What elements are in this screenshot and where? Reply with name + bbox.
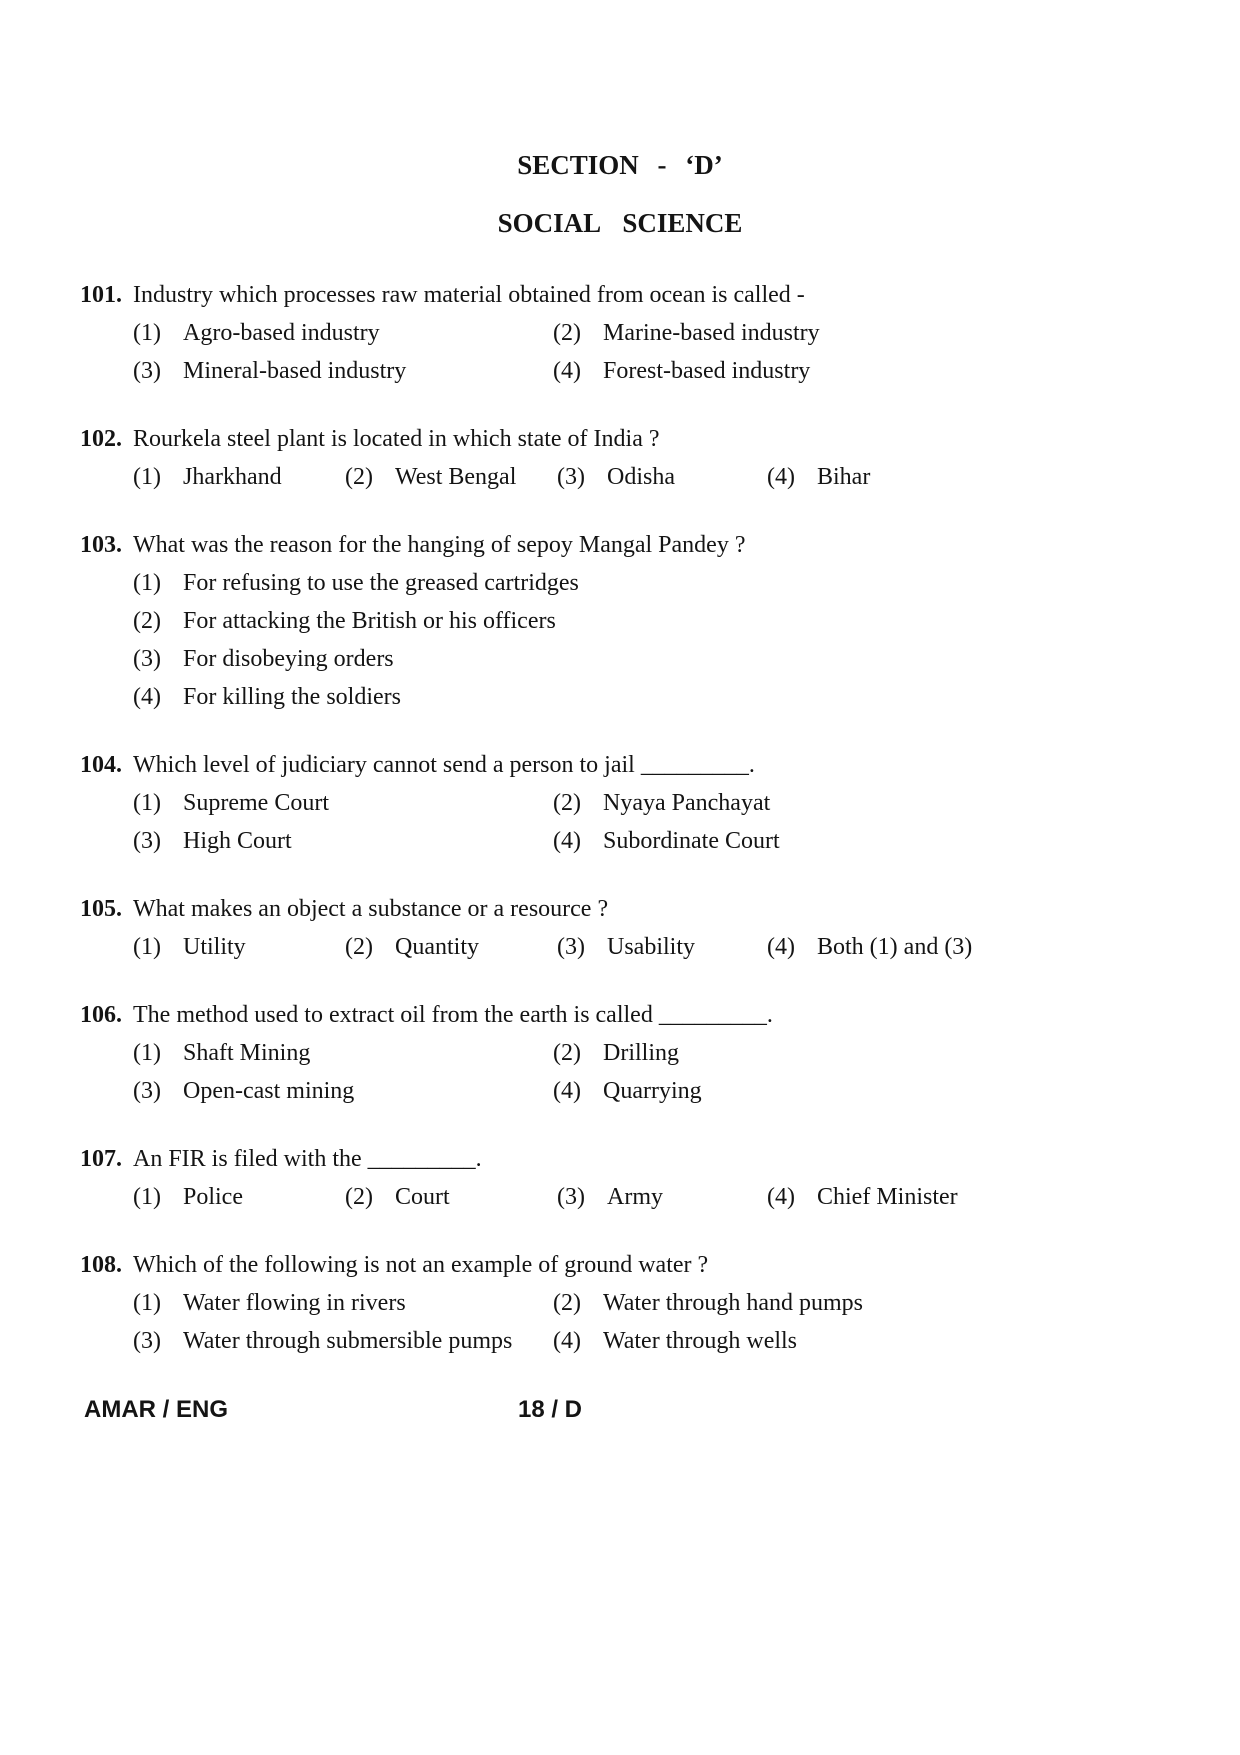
subject-title: SOCIAL SCIENCE — [497, 208, 743, 238]
option-number: (4) — [767, 464, 795, 490]
option-number: (4) — [133, 684, 161, 710]
option-text: For killing the soldiers — [183, 684, 401, 710]
option — [553, 784, 1160, 822]
option-text: Army — [607, 1184, 663, 1210]
question — [80, 276, 1160, 390]
option-number: (2) — [553, 1040, 581, 1066]
option — [557, 928, 767, 966]
option-text: Water through submersible pumps — [183, 1328, 513, 1354]
option — [133, 564, 1160, 602]
option-text: Both (1) and (3) — [817, 934, 973, 960]
option-text: Agro-based industry — [183, 320, 380, 346]
option-number: (4) — [767, 934, 795, 960]
question-stem: An FIR is filed with the _________. — [133, 1146, 482, 1172]
option-number: (2) — [553, 1290, 581, 1316]
option — [345, 1178, 557, 1216]
option-text: Subordinate Court — [603, 828, 780, 854]
option — [557, 458, 767, 496]
option-group — [133, 928, 1160, 966]
option-number: (1) — [133, 790, 161, 816]
option-group — [133, 564, 1160, 716]
option-text: Shaft Mining — [183, 1040, 311, 1066]
option — [133, 1284, 553, 1322]
option-text: Court — [395, 1184, 450, 1210]
question — [80, 746, 1160, 860]
option — [133, 458, 345, 496]
option-text: Quantity — [395, 934, 479, 960]
option-number: (4) — [553, 828, 581, 854]
question — [80, 1140, 1160, 1216]
option — [133, 784, 553, 822]
option-text: Nyaya Panchayat — [603, 790, 771, 816]
option-number: (3) — [133, 646, 161, 672]
question-stem-row — [80, 996, 1160, 1034]
question-stem: Which of the following is not an example of ground water ? — [133, 1252, 709, 1278]
option-text: Water flowing in rivers — [183, 1290, 406, 1316]
option-number: (1) — [133, 1040, 161, 1066]
option-number: (4) — [553, 358, 581, 384]
question-number: 105. — [80, 896, 122, 922]
option-number: (3) — [557, 464, 585, 490]
question — [80, 420, 1160, 496]
question-stem-row — [80, 276, 1160, 314]
question-stem: Rourkela steel plant is located in which state of India ? — [133, 426, 660, 452]
question-list — [80, 276, 1160, 1360]
option-text: Police — [183, 1184, 243, 1210]
option-number: (1) — [133, 1290, 161, 1316]
question-number: 108. — [80, 1252, 122, 1278]
option-number: (4) — [553, 1078, 581, 1104]
option-text: Water through wells — [603, 1328, 798, 1354]
question-stem-row — [80, 526, 1160, 564]
option-text: Bihar — [817, 464, 871, 490]
option — [767, 1178, 1160, 1216]
option — [767, 928, 1160, 966]
option-text: Water through hand pumps — [603, 1290, 864, 1316]
option-text: Quarrying — [603, 1078, 702, 1104]
option — [133, 640, 1160, 678]
question-number: 103. — [80, 532, 122, 558]
option-text: High Court — [183, 828, 292, 854]
option — [557, 1178, 767, 1216]
option-text: For disobeying orders — [183, 646, 394, 672]
option-number: (2) — [345, 934, 373, 960]
section-title: SECTION - ‘D’ — [517, 150, 723, 180]
option-number: (1) — [133, 934, 161, 960]
option-number: (1) — [133, 464, 161, 490]
option-text: Odisha — [607, 464, 675, 490]
option-text: For attacking the British or his officers — [183, 608, 556, 634]
option-number: (2) — [553, 790, 581, 816]
option-text: Chief Minister — [817, 1184, 958, 1210]
option — [133, 1034, 553, 1072]
option — [133, 928, 345, 966]
option-group — [133, 1284, 1160, 1360]
option-number: (2) — [553, 320, 581, 346]
question-stem: What was the reason for the hanging of sepoy Mangal Pandey ? — [133, 532, 746, 558]
option-group — [133, 784, 1160, 860]
option — [133, 1072, 553, 1110]
option — [553, 314, 1160, 352]
option-group — [133, 458, 1160, 496]
option-group — [133, 314, 1160, 390]
option-number: (2) — [345, 464, 373, 490]
page-footer — [80, 1394, 1160, 1426]
option-number: (4) — [767, 1184, 795, 1210]
option — [345, 458, 557, 496]
option — [345, 928, 557, 966]
question-number: 107. — [80, 1146, 122, 1172]
option-text: Drilling — [603, 1040, 679, 1066]
question — [80, 526, 1160, 716]
option — [553, 822, 1160, 860]
option — [133, 352, 553, 390]
option-number: (2) — [345, 1184, 373, 1210]
option-text: Utility — [183, 934, 246, 960]
option-number: (3) — [133, 1078, 161, 1104]
option-text: Forest-based industry — [603, 358, 811, 384]
question-number: 102. — [80, 426, 122, 452]
booklet-code: AMAR / ENG — [84, 1396, 228, 1423]
question — [80, 996, 1160, 1110]
option-number: (2) — [133, 608, 161, 634]
option-text: Marine-based industry — [603, 320, 820, 346]
option — [133, 314, 553, 352]
page-number: 18 / D — [517, 1396, 583, 1423]
option — [133, 1178, 345, 1216]
question-number: 101. — [80, 282, 122, 308]
option — [553, 1284, 1160, 1322]
question-number: 104. — [80, 752, 122, 778]
option-number: (1) — [133, 1184, 161, 1210]
option-group — [133, 1034, 1160, 1110]
option — [133, 1322, 553, 1360]
option-text: Supreme Court — [183, 790, 329, 816]
option — [553, 1034, 1160, 1072]
question-stem-row — [80, 1140, 1160, 1178]
option-text: Jharkhand — [183, 464, 282, 490]
option — [133, 822, 553, 860]
option-text: For refusing to use the greased cartridges — [183, 570, 579, 596]
option-text: Mineral-based industry — [183, 358, 407, 384]
option-number: (3) — [133, 358, 161, 384]
option-number: (1) — [133, 320, 161, 346]
question — [80, 890, 1160, 966]
option-number: (4) — [553, 1328, 581, 1354]
option-number: (3) — [133, 1328, 161, 1354]
question-stem: What makes an object a substance or a resource ? — [133, 896, 609, 922]
question-stem: Industry which processes raw material obtained from ocean is called - — [133, 282, 805, 308]
option-number: (3) — [557, 1184, 585, 1210]
option — [553, 352, 1160, 390]
question-stem-row — [80, 890, 1160, 928]
option — [133, 678, 1160, 716]
option-text: West Bengal — [395, 464, 517, 490]
option — [553, 1072, 1160, 1110]
question-stem: The method used to extract oil from the earth is called _________. — [133, 1002, 773, 1028]
option-number: (1) — [133, 570, 161, 596]
option — [133, 602, 1160, 640]
question — [80, 1246, 1160, 1360]
option — [553, 1322, 1160, 1360]
option — [767, 458, 1160, 496]
option-text: Usability — [607, 934, 695, 960]
option-group — [133, 1178, 1160, 1216]
option-number: (3) — [133, 828, 161, 854]
question-stem: Which level of judiciary cannot send a person to jail _________. — [133, 752, 755, 778]
option-number: (3) — [557, 934, 585, 960]
question-stem-row — [80, 420, 1160, 458]
option-text: Open-cast mining — [183, 1078, 355, 1104]
question-stem-row — [80, 1246, 1160, 1284]
question-number: 106. — [80, 1002, 122, 1028]
question-stem-row — [80, 746, 1160, 784]
